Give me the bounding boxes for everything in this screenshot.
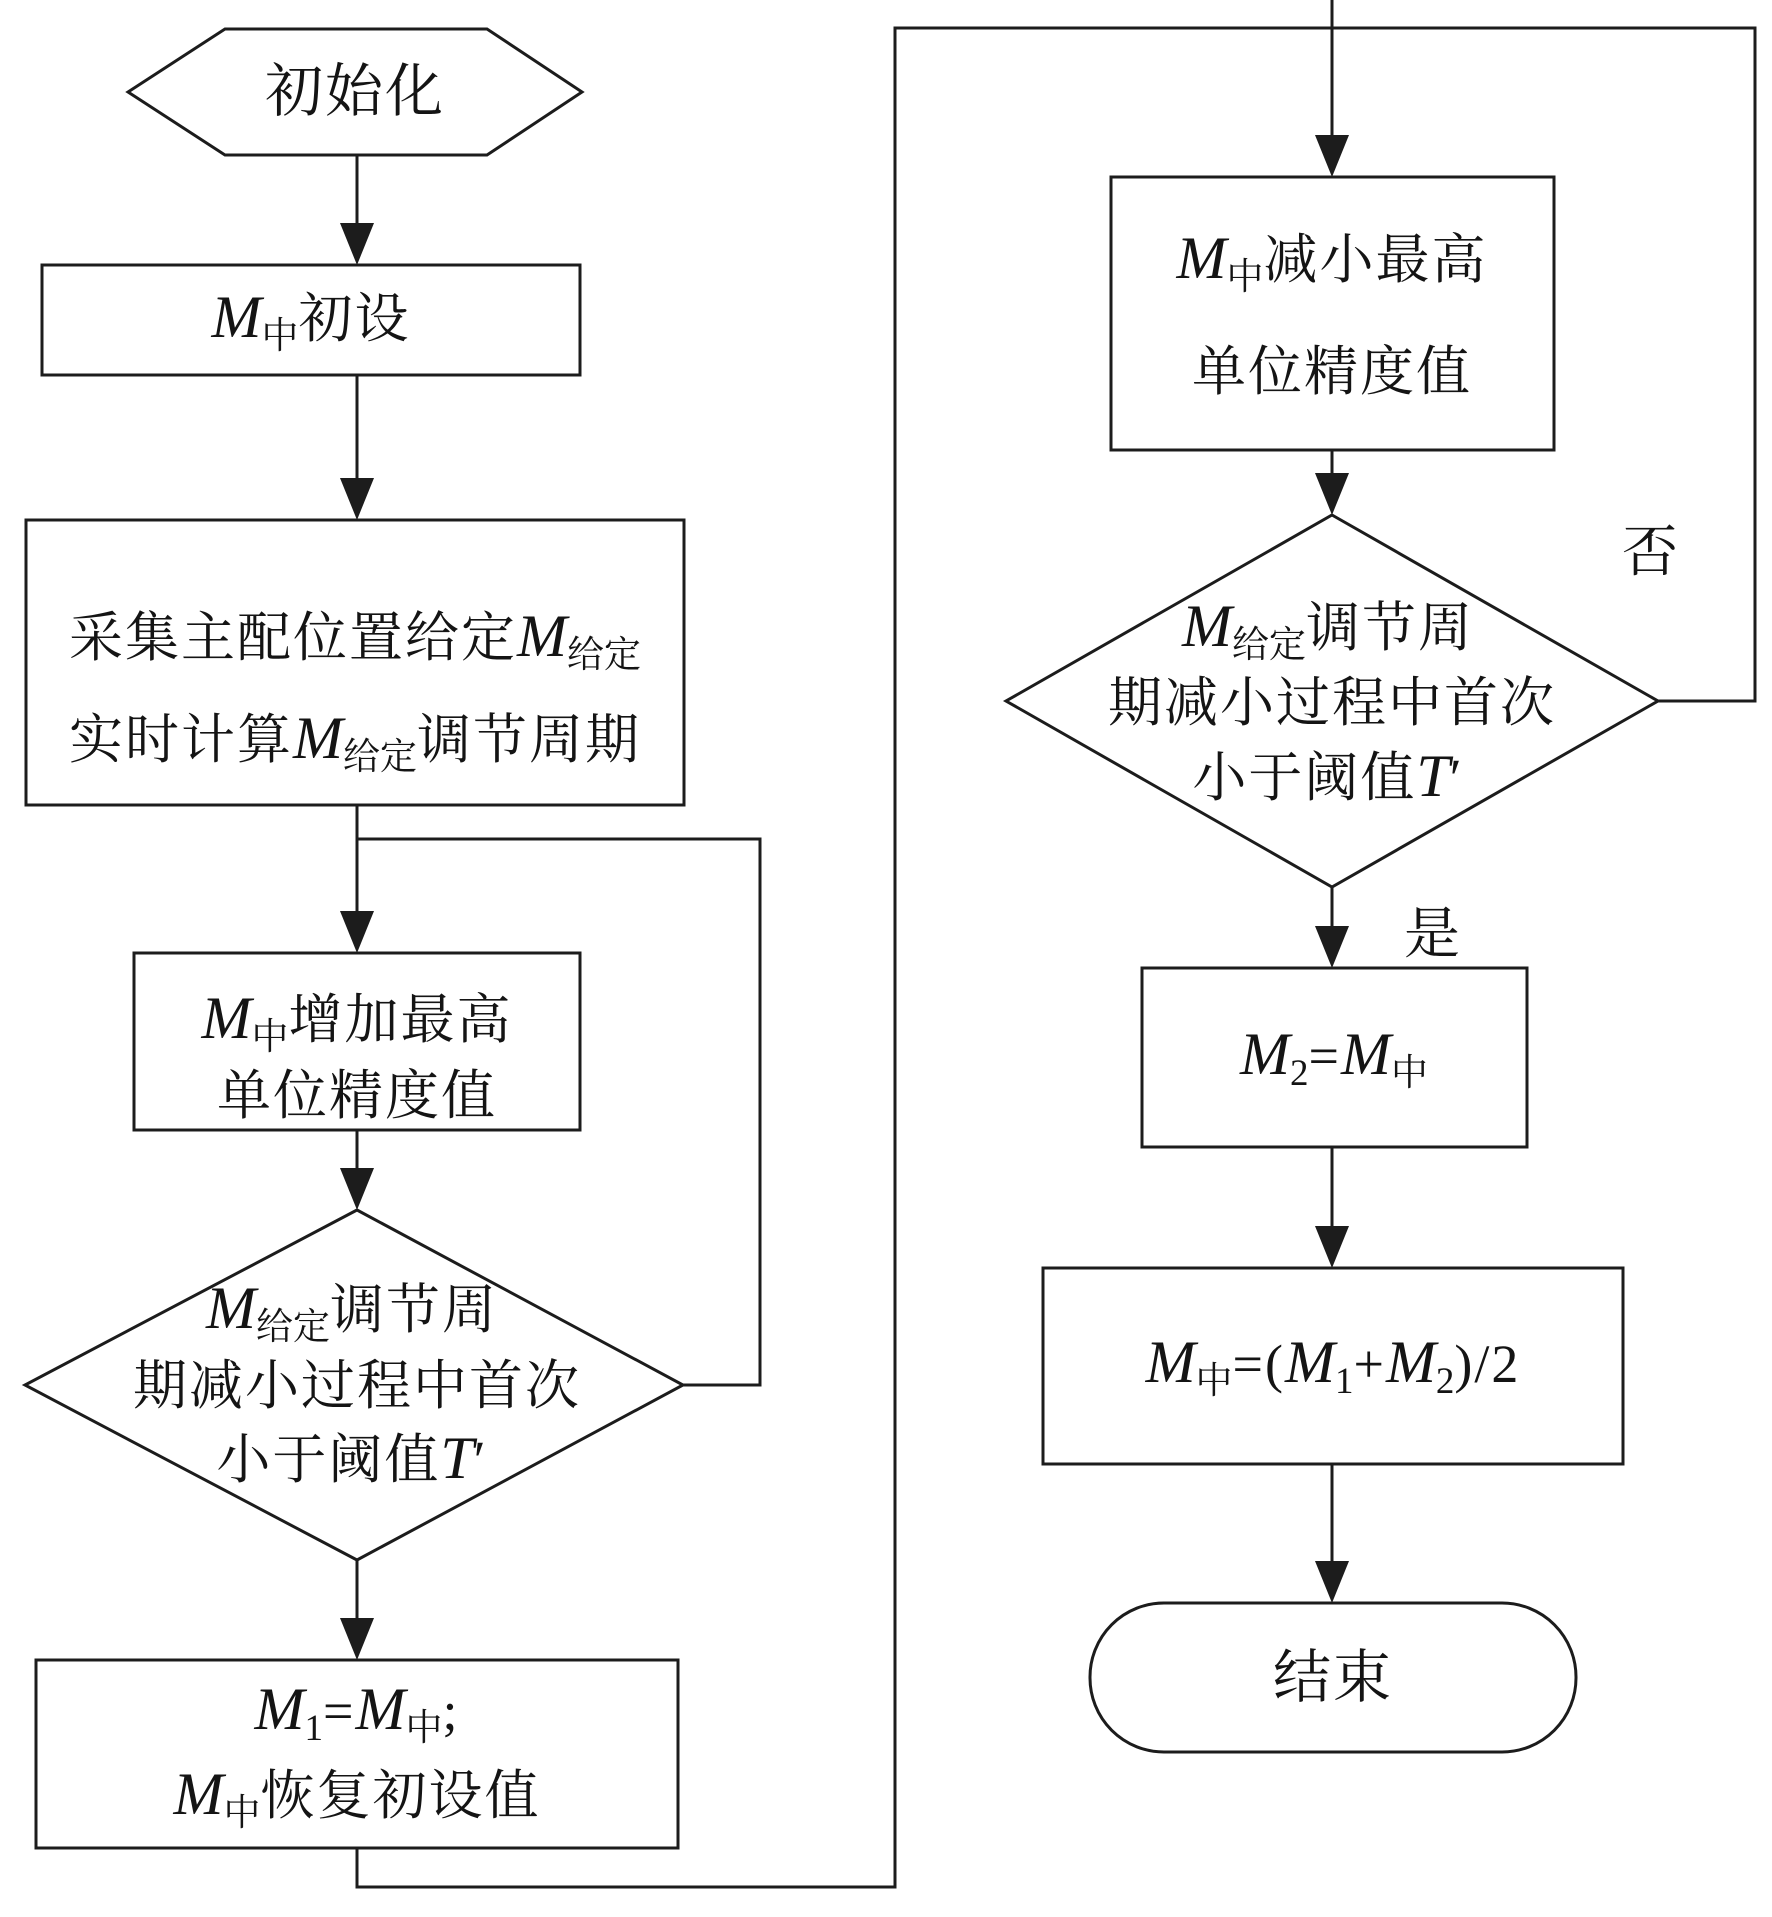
arrowhead-increase <box>340 911 374 953</box>
increase-precision-label-line1: $M_中$增加最高 <box>201 984 513 1059</box>
end-label: 结束 <box>1272 1645 1394 1710</box>
assign-m1-label-line1: $M_1=M_中$; <box>254 1675 460 1750</box>
arrowhead-init <box>340 223 374 265</box>
decision-decrease-label-line1: $M_{给定}$调节周 <box>1182 592 1474 667</box>
arrowhead-end <box>1315 1561 1349 1603</box>
m-mid-init-label: $M_中$初设 <box>211 283 411 358</box>
arrowhead-collect <box>340 478 374 520</box>
collect-compute-label-line1: 采集主配位置给定$M_{给定}$ <box>69 602 641 677</box>
decision-increase-label-line3: 小于阈值T′ <box>216 1425 488 1491</box>
decrease-precision-label-line2: 单位精度值 <box>1192 342 1472 402</box>
average-label: $M_中=(M_1+M_2)/2$ <box>1145 1328 1521 1403</box>
decrease-precision-label-line1: $M_中$减小最高 <box>1176 224 1488 299</box>
decision-decrease-label-line2: 期减小过程中首次 <box>1108 673 1556 733</box>
arrowhead-decision-left <box>340 1168 374 1210</box>
arrowhead-m1 <box>340 1618 374 1660</box>
assign-m2-label: $M_2=M_中$ <box>1240 1020 1428 1095</box>
arrowhead-average <box>1315 1226 1349 1268</box>
assign-m1-label-line2: $M_中$恢复初设值 <box>173 1760 541 1835</box>
collect-compute-label-line2: 实时计算$M_{给定}$调节周期 <box>69 704 641 779</box>
decision-increase-label-line1: $M_{给定}$调节周 <box>206 1274 498 1349</box>
decrease-precision-box-shape <box>1111 177 1554 450</box>
arrowhead-m2 <box>1315 926 1349 968</box>
start-label: 初始化 <box>264 59 446 124</box>
decision-decrease-label-line3: 小于阈值T′ <box>1192 743 1464 809</box>
arrowhead-decision-right <box>1315 473 1349 515</box>
arrowhead-decrease <box>1315 135 1349 177</box>
increase-precision-label-line2: 单位精度值 <box>217 1066 497 1126</box>
yes-branch-label: 是 <box>1404 904 1460 966</box>
no-branch-label: 否 <box>1622 522 1678 584</box>
decision-increase-label-line2: 期减小过程中首次 <box>133 1356 581 1416</box>
